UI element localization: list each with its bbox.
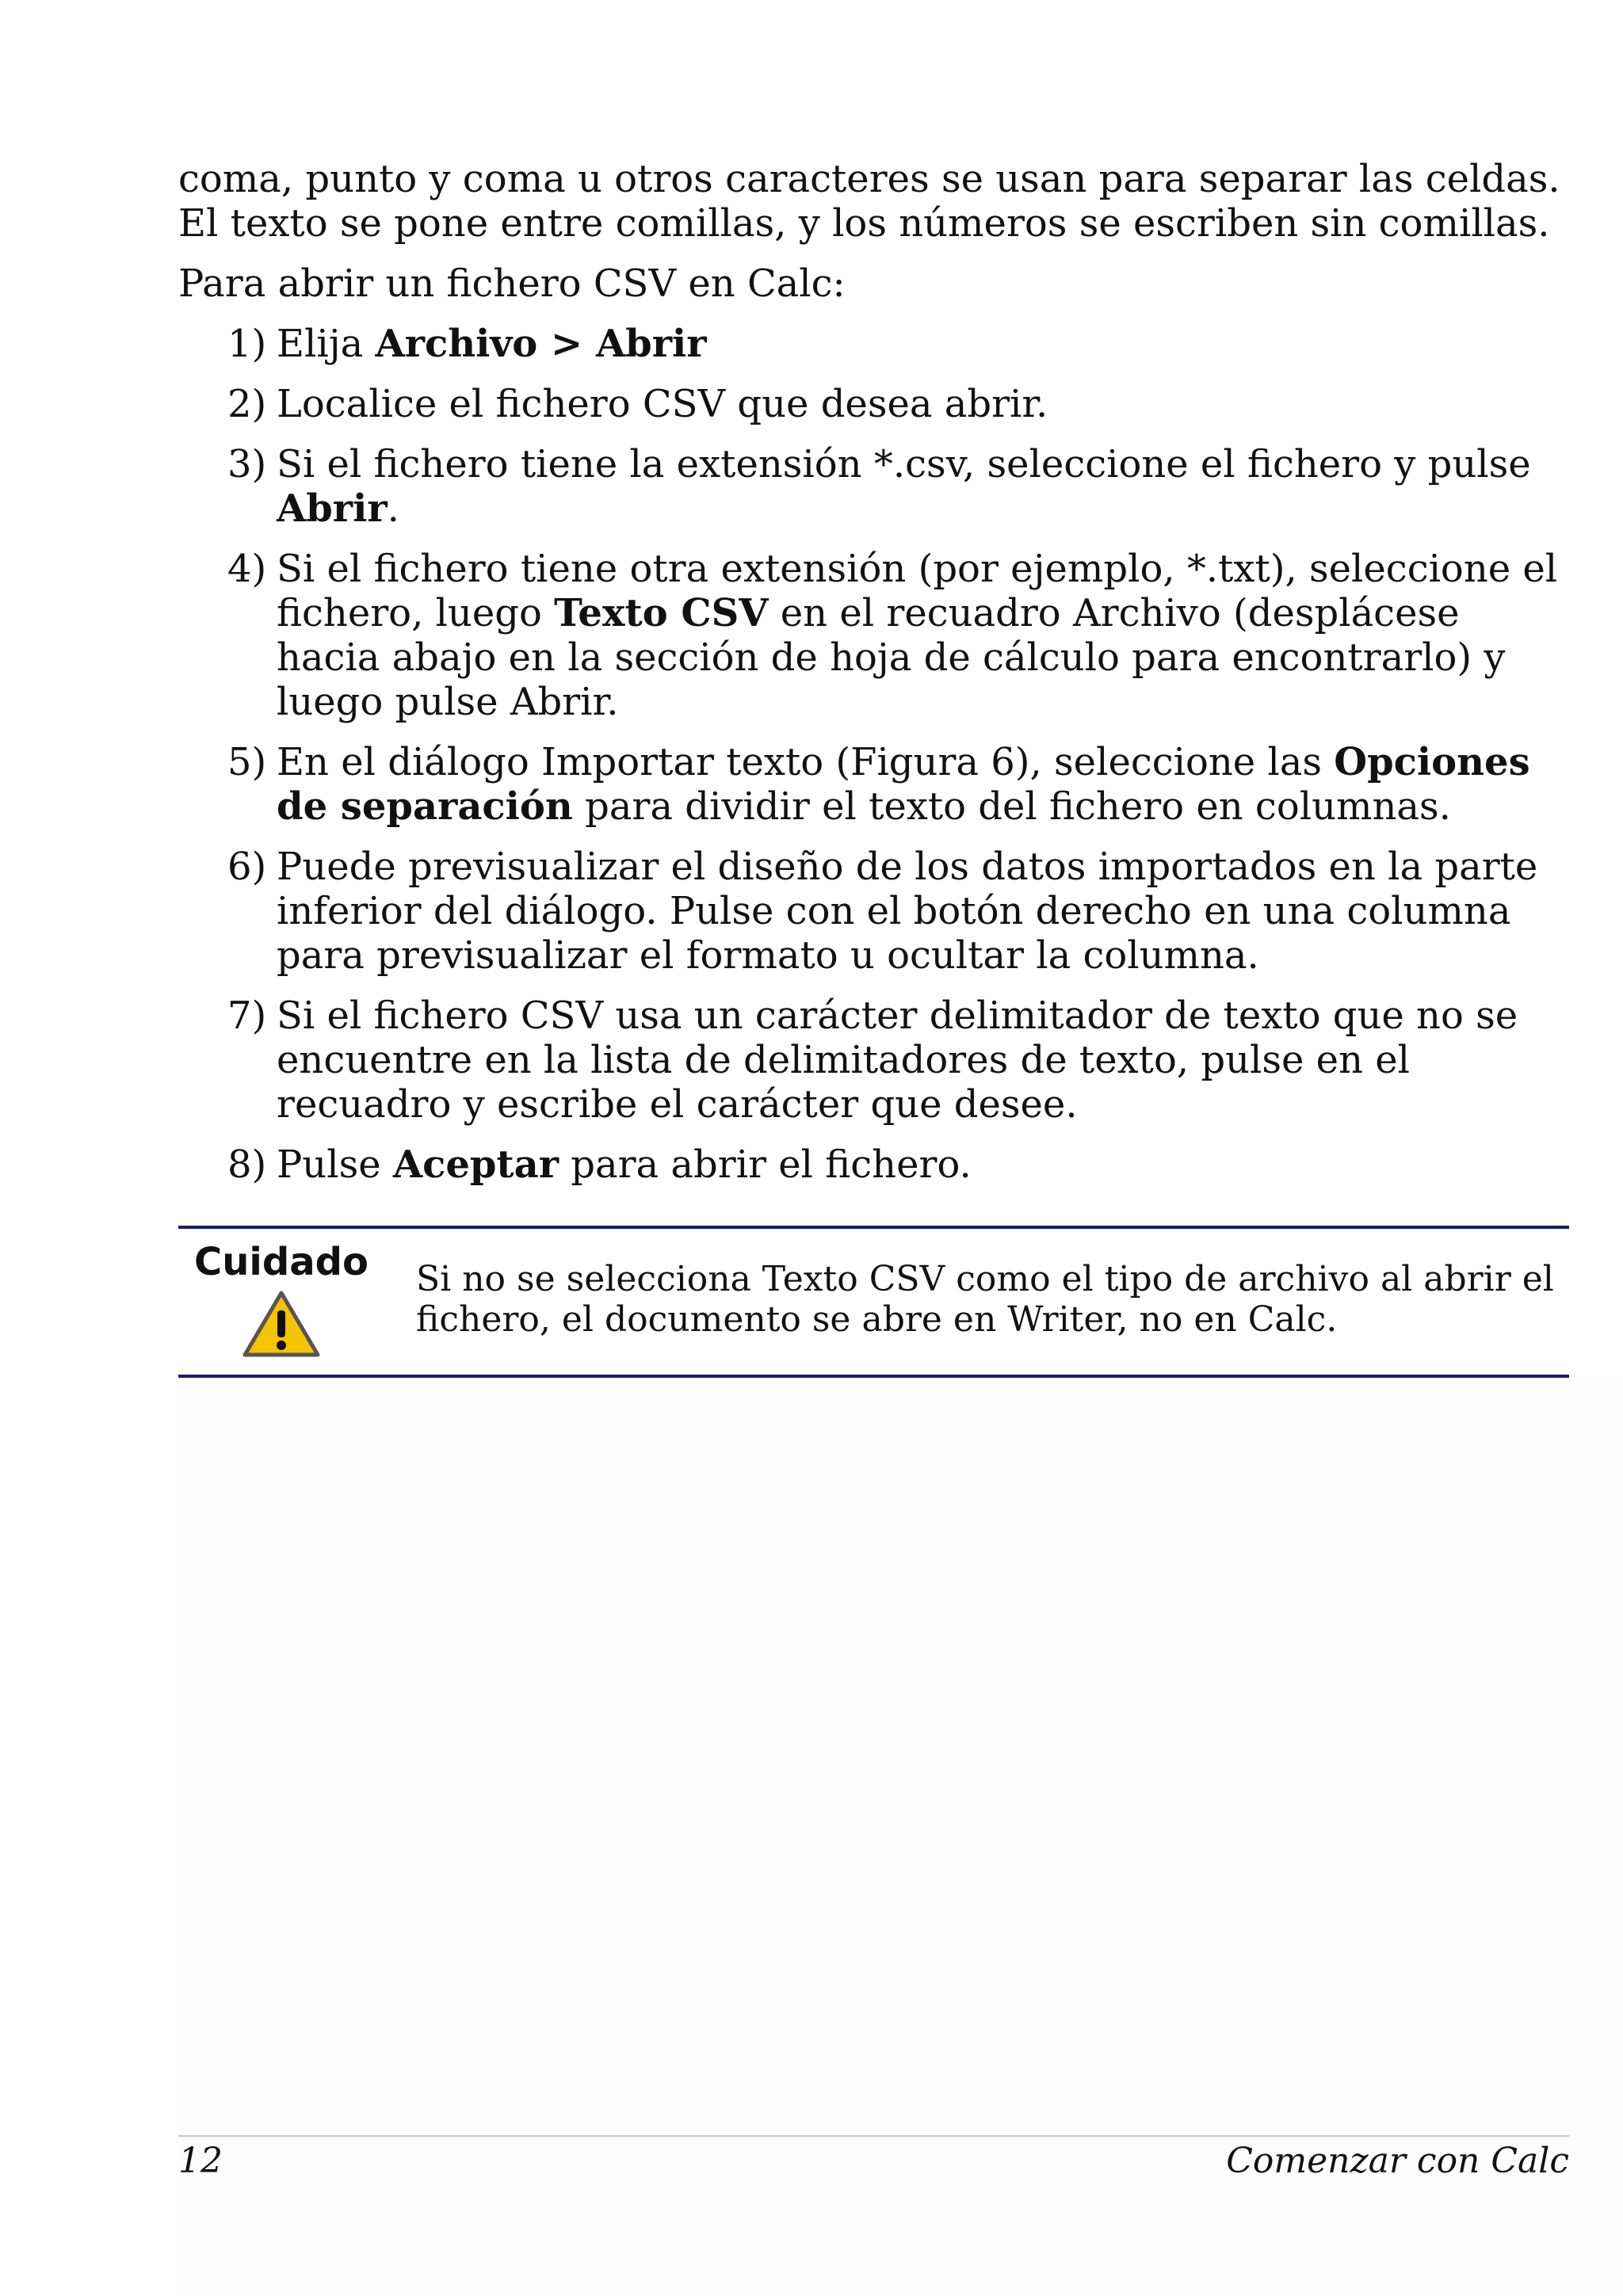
step-number: 3) xyxy=(227,442,267,486)
step-number: 6) xyxy=(227,845,267,889)
list-item: 1) Elija Archivo > Abrir xyxy=(227,322,707,366)
list-item: 4) Si el fichero tiene otra extensión (por ejemplo, *.txt), seleccione el fichero, luego Texto CSV en el recuadro Archivo (desplácese hacia abajo en la sección de hoja de cálculo para encontrarlo) y luego pulse Abrir. xyxy=(227,547,1558,724)
step-number: 5) xyxy=(227,740,267,784)
caution-title: Cuidado xyxy=(194,1240,369,1284)
step-number: 2) xyxy=(227,382,267,426)
menu-path: Archivo > Abrir xyxy=(375,322,707,366)
caution-box xyxy=(178,1226,1569,1378)
list-item: 7) Si el fichero CSV usa un carácter delimitador de texto que no se encuentre en la lista de delimitadores de texto, pulse en el recuadro y escribe el carácter que desee. xyxy=(227,994,1518,1127)
intro-paragraph: coma, punto y coma u otros caracteres se usan para separar las celdas. El texto se pone entre comillas, y los números se escriben sin comillas. xyxy=(178,157,1560,246)
list-item: 8) Pulse Aceptar para abrir el fichero. xyxy=(227,1142,972,1187)
list-item: 2) Localice el fichero CSV que desea abrir. xyxy=(227,382,1048,426)
list-item: 5) En el diálogo Importar texto (Figura 6), seleccione las Opciones de separación para dividir el texto del fichero en columnas. xyxy=(227,740,1530,829)
document-body xyxy=(178,157,1573,1203)
list-item: 3) Si el fichero tiene la extensión *.csv, seleccione el fichero y pulse Abrir. xyxy=(227,442,1531,531)
warning-icon xyxy=(242,1290,321,1358)
list-item: 6) Puede previsualizar el diseño de los datos importados en la parte inferior del diálogo. Pulse con el botón derecho en una columna para previsualizar el formato u ocultar la columna. xyxy=(227,845,1538,978)
step-number: 8) xyxy=(227,1142,267,1187)
footer-divider xyxy=(178,2135,1569,2137)
step-number: 1) xyxy=(227,322,267,366)
step-number: 4) xyxy=(227,547,267,591)
page-number: 12 xyxy=(178,2141,223,2181)
book-title: Comenzar con Calc xyxy=(1226,2141,1569,2181)
step-number: 7) xyxy=(227,994,267,1038)
steps-intro: Para abrir un fichero CSV en Calc: xyxy=(178,261,846,306)
steps-list xyxy=(178,322,1573,1187)
caution-text: Si no se selecciona Texto CSV como el tipo de archivo al abrir el fichero, el documento se abre en Writer, no en Calc. xyxy=(416,1259,1554,1340)
